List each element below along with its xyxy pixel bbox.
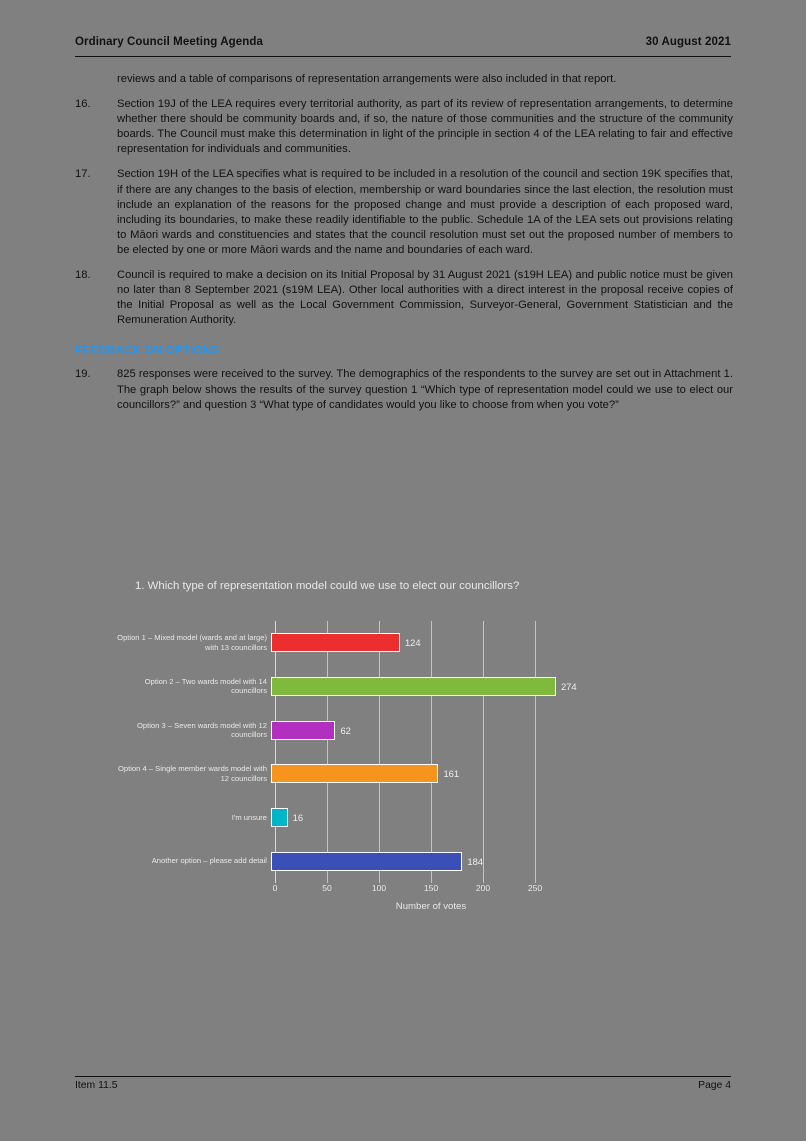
paragraph-number: 18.	[75, 269, 91, 282]
chart-bar	[271, 677, 556, 696]
footer-item: Item 11.5	[75, 1080, 118, 1091]
paragraph-number: 17.	[75, 168, 91, 181]
chart-category-label: Option 1 – Mixed model (wards and at large) with 13 councillors	[117, 633, 267, 652]
paragraph-text: Section 19J of the LEA requires every territorial authority, as part of its review of representation arrangements, to determine whether there should be community boards and, if so, the nature of those communities and the structure of the community boards. The Council must make this determination in light of the principle in section 4 of the LEA relating to fair and effective representation for individuals and communities.	[117, 98, 733, 156]
chart-bar	[271, 852, 462, 871]
chart-x-tick-label: 50	[322, 883, 332, 893]
chart-x-axis-ticks	[115, 883, 604, 897]
header-divider	[75, 56, 731, 57]
chart-bar-container	[271, 708, 604, 752]
page-header	[75, 36, 731, 48]
paragraph-text: Council is required to make a decision on its Initial Proposal by 31 August 2021 (s19H LEA) and public notice must be given no later than 8 September 2021 (s19M LEA). Other local authorities with a direct interest in the proposal receive copies of the Initial Proposal as well as the Local Government Commission, Surveyor-General, Government Statistician and the Remuneration Authority.	[117, 269, 733, 327]
chart-bar-container	[271, 621, 604, 665]
chart-bar-container	[271, 839, 604, 883]
paragraph-text: Section 19H of the LEA specifies what is required to be included in a resolution of the council and section 19K specifies that, if there are any changes to the basis of election, membership or ward boundaries since the last election, the resolution must include an explanation of the reasons for the proposed change and must provide a description of each proposed ward, including its boundaries, to make these readily identifiable to the public. Schedule 1A of the LEA sets out provisions relating to Māori wards and constituencies and states that the council resolution must set out the proposed number of members to be elected by one or more Māori wards and the name and boundaries of each ward.	[117, 168, 733, 256]
survey-bar-chart	[115, 563, 604, 938]
page-footer	[75, 1080, 731, 1091]
chart-category-label: Option 2 – Two wards model with 14 councillors	[144, 677, 267, 696]
footer-divider	[75, 1076, 731, 1077]
chart-x-axis-label: Number of votes	[395, 901, 467, 912]
header-date: 30 August 2021	[645, 36, 731, 48]
chart-category-label: Option 4 – Single member wards model with 12 councillors	[118, 764, 267, 783]
paragraph-18	[75, 268, 733, 328]
chart-category-label: Option 3 – Seven wards model with 12 councillors	[136, 720, 267, 740]
chart-bar-container	[271, 752, 604, 796]
paragraph-number: 19.	[75, 368, 91, 381]
chart-bar	[271, 764, 438, 783]
chart-bar-row	[115, 796, 604, 840]
chart-bar	[271, 633, 400, 652]
chart-bar-row	[115, 665, 604, 709]
chart-bar	[271, 721, 335, 740]
chart-bar	[271, 808, 288, 827]
chart-bar-value: 184	[467, 855, 484, 867]
paragraph-text: 825 responses were received to the survey. The demographics of the respondents to the survey are set out in Attachment 1. The graph below shows the results of the survey question 1 “Which type of representation model could we use to elect our councillors?” and question 3 “What type of candidates would you like to choose from when you vote?”	[117, 368, 733, 411]
chart-bar-value: 161	[443, 768, 460, 780]
footer-page: Page 4	[698, 1080, 731, 1091]
chart-bar-value: 62	[340, 724, 351, 736]
chart-bar-container	[271, 796, 604, 840]
chart-x-tick-label: 250	[527, 883, 543, 893]
chart-category-label: I'm unsure	[231, 812, 267, 822]
paragraph-19	[75, 367, 733, 412]
paragraph-16	[75, 97, 733, 157]
chart-x-tick-label: 200	[475, 883, 491, 893]
chart-plot-area	[115, 621, 604, 883]
document-body	[75, 72, 733, 423]
chart-bar-value: 16	[292, 811, 304, 823]
chart-bar-row	[115, 708, 604, 752]
chart-title: 1. Which type of representation model could we use to elect our councillors?	[135, 580, 520, 592]
section-heading-feedback: FEEDBACK ON OPTIONS	[75, 344, 220, 358]
paragraph-number: 16.	[75, 98, 91, 111]
header-title: Ordinary Council Meeting Agenda	[75, 36, 263, 48]
paragraph-17	[75, 167, 733, 258]
chart-x-tick-label: 100	[371, 883, 387, 893]
chart-bar-value: 124	[404, 637, 421, 649]
chart-x-tick-label: 150	[423, 883, 439, 893]
chart-bar-row	[115, 752, 604, 796]
chart-category-label: Another option – please add detail	[151, 856, 267, 866]
chart-bar-row	[115, 839, 604, 883]
continuation-paragraph: reviews and a table of comparisons of representation arrangements were also included in that report.	[117, 73, 617, 85]
chart-bar-row	[115, 621, 604, 665]
chart-bar-container	[271, 665, 604, 709]
chart-bar-value: 274	[560, 680, 577, 692]
chart-x-tick-label: 0	[272, 883, 278, 893]
